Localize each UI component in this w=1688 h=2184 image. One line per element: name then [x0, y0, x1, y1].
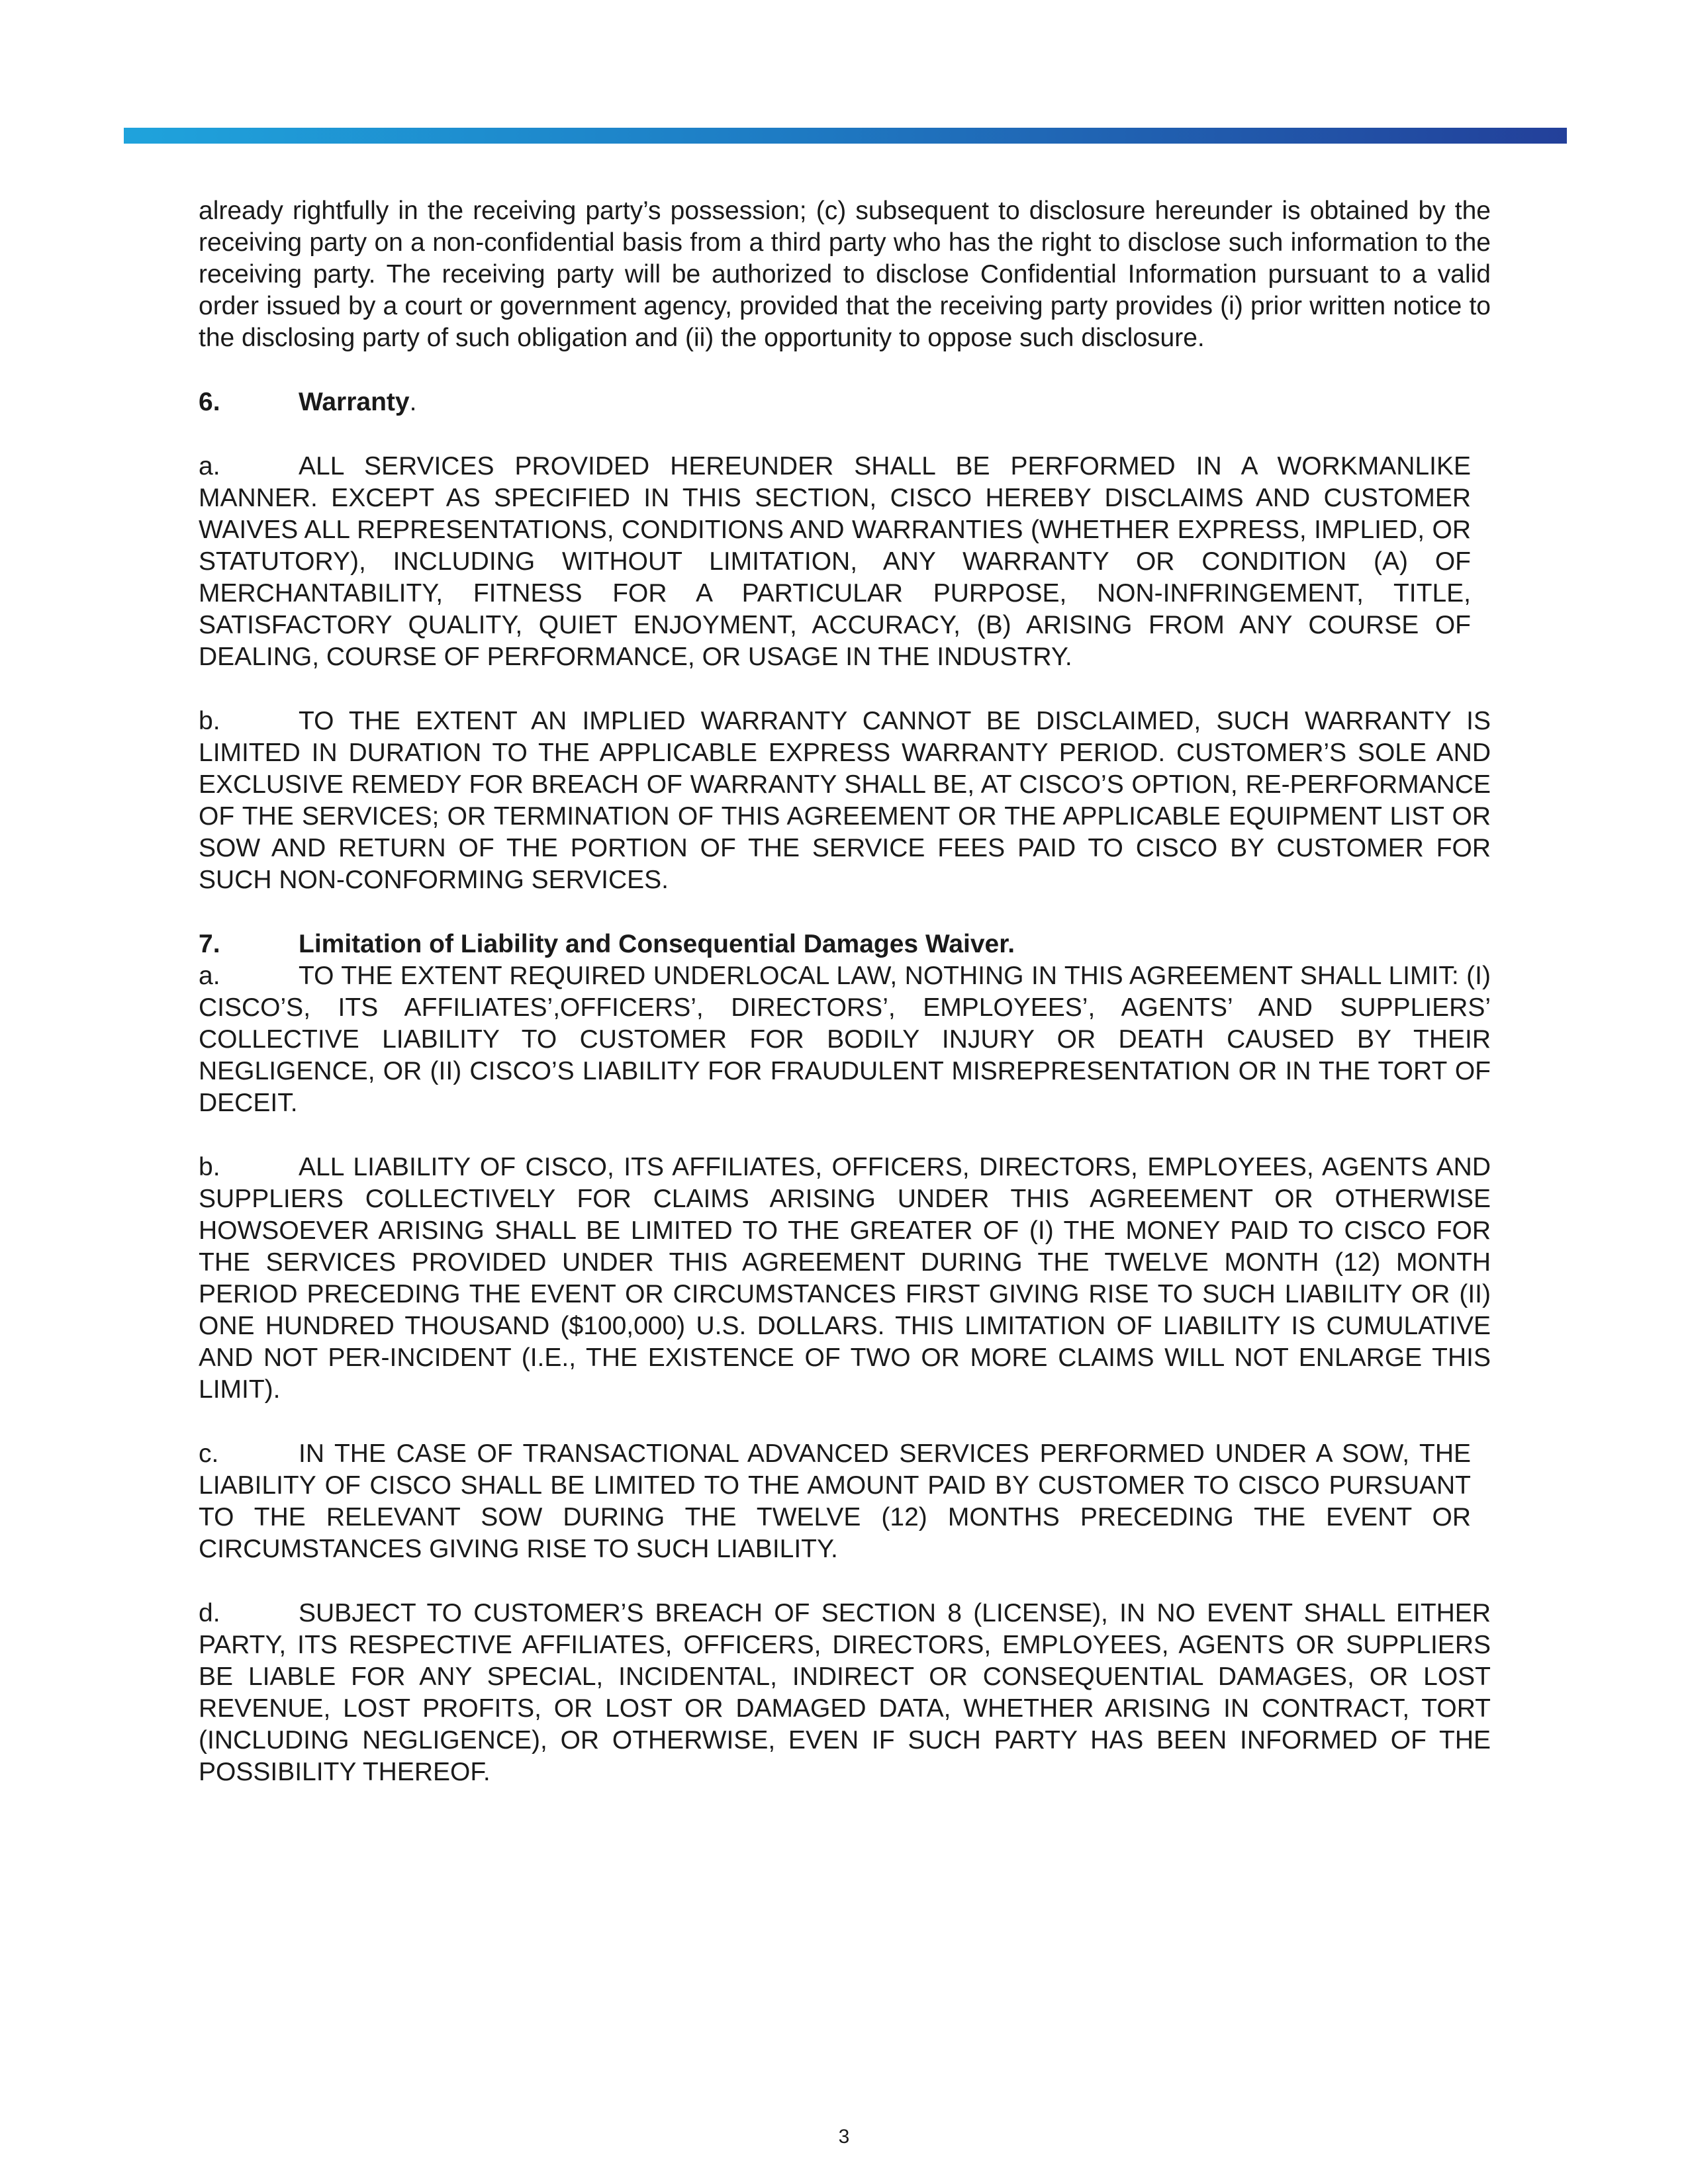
- section-6a-label: a.: [199, 452, 220, 480]
- spacer: [199, 1119, 1491, 1152]
- section-7d-paragraph: [199, 1598, 1491, 1788]
- section-7-title: Limitation of Liability and Consequential Damages Waiver.: [299, 930, 1015, 958]
- section-7-number: 7.: [199, 930, 220, 958]
- section-6-title-suffix: .: [409, 388, 417, 416]
- spacer: [199, 418, 1491, 451]
- section-6-heading: [199, 387, 1491, 418]
- section-7c-paragraph: [199, 1438, 1471, 1565]
- section-7a-text: TO THE EXTENT REQUIRED UNDERLOCAL LAW, NOTHING IN THIS AGREEMENT SHALL LIMIT: (I) CISCO’S, ITS AFFILIATES’,OFFICERS’, DIRECTORS’, EMPLOYEES’, AGENTS’ AND SUPPLIERS’ COLLECTIVE LIABILITY TO CUSTOMER FOR BODILY INJURY OR DEATH CAUSED BY THEIR NEGLIGENCE, OR (II) CISCO’S LIABILITY FOR FRAUDULENT MISREPRESENTATION OR IN THE TORT OF DECEIT.: [199, 962, 1491, 1117]
- section-7b-paragraph: [199, 1152, 1491, 1406]
- section-7-heading: [199, 929, 1491, 960]
- section-7a-paragraph: [199, 960, 1491, 1119]
- section-6a-paragraph: [199, 451, 1471, 673]
- spacer: [199, 1565, 1491, 1598]
- section-7a-label: a.: [199, 962, 220, 990]
- spacer: [199, 354, 1491, 387]
- spacer: [199, 1406, 1491, 1438]
- document-body: [199, 195, 1491, 1788]
- section-7c-text: IN THE CASE OF TRANSACTIONAL ADVANCED SERVICES PERFORMED UNDER A SOW, THE LIABILITY OF CISCO SHALL BE LIMITED TO THE AMOUNT PAID BY CUSTOMER TO CISCO PURSUANT TO THE RELEVANT SOW DURING THE TWELVE (12) MONTHS PRECEDING THE EVENT OR CIRCUMSTANCES GIVING RISE TO SUCH LIABILITY.: [199, 1439, 1471, 1563]
- section-7b-label: b.: [199, 1153, 220, 1181]
- page-number: 3: [838, 2126, 850, 2148]
- section-7c-label: c.: [199, 1439, 219, 1468]
- spacer: [199, 896, 1491, 929]
- header-accent-bar: [124, 128, 1567, 144]
- section-6b-label: b.: [199, 707, 220, 735]
- section-7d-text: SUBJECT TO CUSTOMER’S BREACH OF SECTION 8 (LICENSE), IN NO EVENT SHALL EITHER PARTY, ITS RESPECTIVE AFFILIATES, OFFICERS, DIRECTORS, EMPLOYEES, AGENTS OR SUPPLIERS BE LIABLE FOR ANY SPECIAL, INCIDENTAL, INDIRECT OR CONSEQUENTIAL DAMAGES, OR LOST REVENUE, LOST PROFITS, OR LOST OR DAMAGED DATA, WHETHER ARISING IN CONTRACT, TORT (INCLUDING NEGLIGENCE), OR OTHERWISE, EVEN IF SUCH PARTY HAS BEEN INFORMED OF THE POSSIBILITY THEREOF.: [199, 1599, 1491, 1786]
- section-7b-text: ALL LIABILITY OF CISCO, ITS AFFILIATES, OFFICERS, DIRECTORS, EMPLOYEES, AGENTS AND SUPPLIERS COLLECTIVELY FOR CLAIMS ARISING UNDER THIS AGREEMENT OR OTHERWISE HOWSOEVER ARISING SHALL BE LIMITED TO THE GREATER OF (I) THE MONEY PAID TO CISCO FOR THE SERVICES PROVIDED UNDER THIS AGREEMENT DURING THE TWELVE MONTH (12) MONTH PERIOD PRECEDING THE EVENT OR CIRCUMSTANCES FIRST GIVING RISE TO SUCH LIABILITY OR (II) ONE HUNDRED THOUSAND ($100,000) U.S. DOLLARS. THIS LIMITATION OF LIABILITY IS CUMULATIVE AND NOT PER-INCIDENT (I.E., THE EXISTENCE OF TWO OR MORE CLAIMS WILL NOT ENLARGE THIS LIMIT).: [199, 1153, 1491, 1404]
- section-6a-text: ALL SERVICES PROVIDED HEREUNDER SHALL BE PERFORMED IN A WORKMANLIKE MANNER. EXCEPT AS SPECIFIED IN THIS SECTION, CISCO HEREBY DISCLAIMS AND CUSTOMER WAIVES ALL REPRESENTATIONS, CONDITIONS AND WARRANTIES (WHETHER EXPRESS, IMPLIED, OR STATUTORY), INCLUDING WITHOUT LIMITATION, ANY WARRANTY OR CONDITION (A) OF MERCHANTABILITY, FITNESS FOR A PARTICULAR PURPOSE, NON-INFRINGEMENT, TITLE, SATISFACTORY QUALITY, QUIET ENJOYMENT, ACCURACY, (B) ARISING FROM ANY COURSE OF DEALING, COURSE OF PERFORMANCE, OR USAGE IN THE INDUSTRY.: [199, 452, 1471, 671]
- section-6b-paragraph: [199, 705, 1491, 896]
- section-6-title: Warranty: [299, 388, 410, 416]
- intro-paragraph: already rightfully in the receiving party’s possession; (c) subsequent to disclosure hereunder is obtained by the receiving party on a non-confidential basis from a third party who has the right to disclose such information to the receiving party. The receiving party will be authorized to disclose Confidential Information pursuant to a valid order issued by a court or government agency, provided that the receiving party provides (i) prior written notice to the disclosing party of such obligation and (ii) the opportunity to oppose such disclosure.: [199, 197, 1491, 352]
- section-6-number: 6.: [199, 388, 220, 416]
- spacer: [199, 673, 1491, 705]
- section-7d-label: d.: [199, 1599, 220, 1627]
- section-6b-text: TO THE EXTENT AN IMPLIED WARRANTY CANNOT BE DISCLAIMED, SUCH WARRANTY IS LIMITED IN DURATION TO THE APPLICABLE EXPRESS WARRANTY PERIOD. CUSTOMER’S SOLE AND EXCLUSIVE REMEDY FOR BREACH OF WARRANTY SHALL BE, AT CISCO’S OPTION, RE-PERFORMANCE OF THE SERVICES; OR TERMINATION OF THIS AGREEMENT OR THE APPLICABLE EQUIPMENT LIST OR SOW AND RETURN OF THE PORTION OF THE SERVICE FEES PAID TO CISCO BY CUSTOMER FOR SUCH NON-CONFORMING SERVICES.: [199, 707, 1491, 894]
